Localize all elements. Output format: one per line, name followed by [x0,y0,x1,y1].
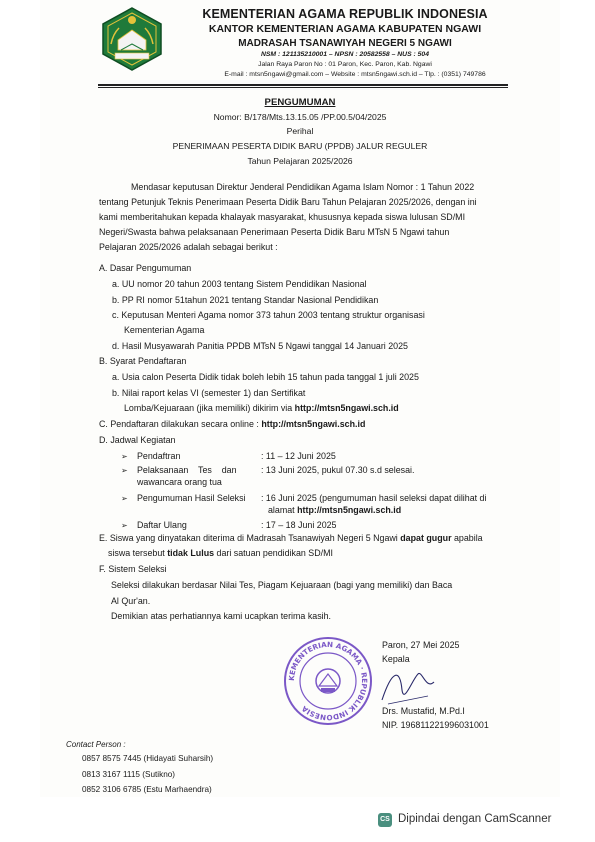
section-a-item-b: b. PP RI nomor 51tahun 2021 tentang Standar Nasional Pendidikan [112,295,379,305]
handwritten-signature-icon [378,660,438,710]
schedule-label-3: Pengumuman Hasil Seleksi [137,493,246,503]
schedule-value-3: : 16 Juni 2025 (pengumuman hasil seleksi dapat dilihat di [261,493,487,503]
intro-line-4: Negeri/Swasta bahwa pelaksanaan Penerimaan Peserta Didik Baru MTsN 5 Ngawi tahun [99,227,450,237]
contact-title: Contact Person : [66,740,126,749]
section-a-title: A. Dasar Pengumuman [99,263,192,273]
header-line-1: KEMENTERIAN AGAMA REPUBLIK INDONESIA [202,7,488,21]
schedule-value-4: : 17 – 18 Juni 2025 [261,520,337,530]
header-line-2: KANTOR KEMENTERIAN AGAMA KABUPATEN NGAWI [208,23,482,35]
camscanner-logo-icon: CS [378,813,392,827]
schedule-value-1: : 11 – 12 Juni 2025 [261,451,336,461]
closing-line: Demikian atas perhatiannya kami ucapkan terima kasih. [111,611,332,621]
schedule-value-3-cont [268,505,401,516]
contact-row-1 [82,753,213,764]
signature-nip: NIP. 196811221996031001 [382,720,489,730]
section-b-item-b: b. Nilai raport kelas VI (semester 1) dan Sertifikat [112,388,306,398]
header-line-6: E-mail : mtsn5ngawi@gmail.com – Website : mtsn5ngawi.sch.id – Tlp. : (0351) 749786 [224,71,486,78]
perihal-label: Perihal [286,126,314,136]
contact-name-2: (Sutikno) [142,770,176,779]
schedule-label-1: Pendaftran [137,451,181,461]
header-line-5: Jalan Raya Paron No : 01 Paron, Kec. Paron, Kab. Ngawi [258,61,432,68]
header-line-4: NSM : 121135210001 – NPSN : 20582558 – NUS : 504 [260,51,429,58]
schedule-value-3-text: alamat [268,505,298,515]
bullet-arrow-icon: ➢ [121,521,128,530]
document-title: PENGUMUMAN [264,97,336,108]
section-e-bold-2: tidak Lulus [167,548,215,558]
svg-text:KEMENTERIAN AGAMA · REPUBLIK I [287,640,369,722]
section-c [99,419,365,430]
schedule-label-2-cont: wawancara orang tua [137,477,222,487]
section-a-item-a: a. UU nomor 20 tahun 2003 tentang Sistem Pendidikan Nasional [112,279,367,289]
contact-phone-1[interactable]: 0857 8575 7445 [82,754,142,763]
section-e-bold-1: dapat gugur [400,533,452,543]
schedule-link[interactable]: http://mtsn5ngawi.sch.id [297,505,402,515]
camscanner-footer-text: Dipindai dengan CamScanner [398,813,552,825]
header-line-3: MADRASAH TSANAWIYAH NEGERI 5 NGAWI [238,38,452,49]
section-c-text: C. Pendaftaran dilakukan secara online : [99,419,262,429]
perihal-line-2: Tahun Pelajaran 2025/2026 [247,156,353,166]
section-f-title: F. Sistem Seleksi [99,564,167,574]
contact-phone-3[interactable]: 0852 3106 6785 [82,785,142,794]
perihal-line-1: PENERIMAAN PESERTA DIDIK BARU (PPDB) JALUR REGULER [172,141,428,151]
letter-number: Nomor: B/178/Mts.13.15.05 /PP.00.5/04/2025 [213,112,387,122]
section-a-item-d: d. Hasil Musyawarah Panitia PPDB MTsN 5 Ngawi tanggal 14 Januari 2025 [112,341,408,351]
contact-row-3 [82,784,212,795]
section-a-item-c-cont: Kementerian Agama [124,325,205,335]
section-e-text-1: E. Siswa yang dinyatakan diterima di Madrasah Tsanawiyah Negeri 5 Ngawi [99,533,401,543]
section-b-item-a: a. Usia calon Peserta Didik tidak boleh lebih 15 tahun pada tanggal 1 juli 2025 [112,372,419,382]
section-c-link[interactable]: http://mtsn5ngawi.sch.id [261,419,366,429]
intro-line-2: tentang Petunjuk Teknis Penerimaan Peserta Didik Baru Tahun Pelajaran 2025/2026, dengan ini [99,197,477,207]
bullet-arrow-icon: ➢ [121,466,128,475]
section-b-title: B. Syarat Pendaftaran [99,356,187,366]
intro-line-1: Mendasar keputusan Direktur Jenderal Pendidikan Agama Islam Nomor : 1 Tahun 2022 [131,182,475,192]
section-d-title: D. Jadwal Kegiatan [99,435,176,445]
section-e-text-4: dari satuan pendidikan SD/MI [214,548,333,558]
contact-phone-2[interactable]: 0813 3167 1115 [82,770,140,779]
section-e-text-2: apabila [451,533,483,543]
section-b-item-b-cont [124,403,399,414]
contact-name-3: (Estu Marhaendra) [143,785,212,794]
section-a-item-c: c. Keputusan Menteri Agama nomor 373 tahun 2003 tentang struktur organisasi [112,310,425,320]
bullet-arrow-icon: ➢ [121,452,128,461]
stamp-ring-text: KEMENTERIAN AGAMA · REPUBLIK INDONESIA [286,639,370,723]
schedule-label-4: Daftar Ulang [137,520,187,530]
section-f-line-2: Al Qur'an. [111,596,151,606]
contact-row-2 [82,769,175,780]
section-b-link[interactable]: http://mtsn5ngawi.sch.id [294,403,399,413]
signature-name: Drs. Mustafid, M.Pd.I [382,706,465,716]
contact-name-1: (Hidayati Suharsih) [143,754,214,763]
schedule-value-2: : 13 Juni 2025, pukul 07.30 s.d selesai. [261,465,415,475]
intro-line-3: kami memberitahukan kepada khalayak masyarakat, khususnya kepada siswa lulusan SD/MI [99,212,466,222]
section-f-line-1: Seleksi dilakukan berdasar Nilai Tes, Piagam Kejuaraan (bagi yang memiliki) dan Baca [111,580,453,590]
signature-place-date: Paron, 27 Mei 2025 [382,640,460,650]
signature-role: Kepala [382,654,410,664]
official-stamp-icon [283,636,373,726]
kemenag-logo-icon [99,6,165,72]
intro-line-5: Pelajaran 2025/2026 adalah sebagai berikut : [99,242,278,252]
header-rule-thick [98,84,508,86]
section-e-line-2 [108,548,333,559]
header-rule-thin [98,87,508,88]
section-e-line-1 [99,533,483,544]
bullet-arrow-icon: ➢ [121,494,128,503]
section-b-item-b-text: Lomba/Kejuaraan (jika memiliki) dikirim via [124,403,295,413]
section-e-text-3: siswa tersebut [108,548,168,558]
schedule-label-2: Pelaksanaan Tes dan [137,465,237,475]
